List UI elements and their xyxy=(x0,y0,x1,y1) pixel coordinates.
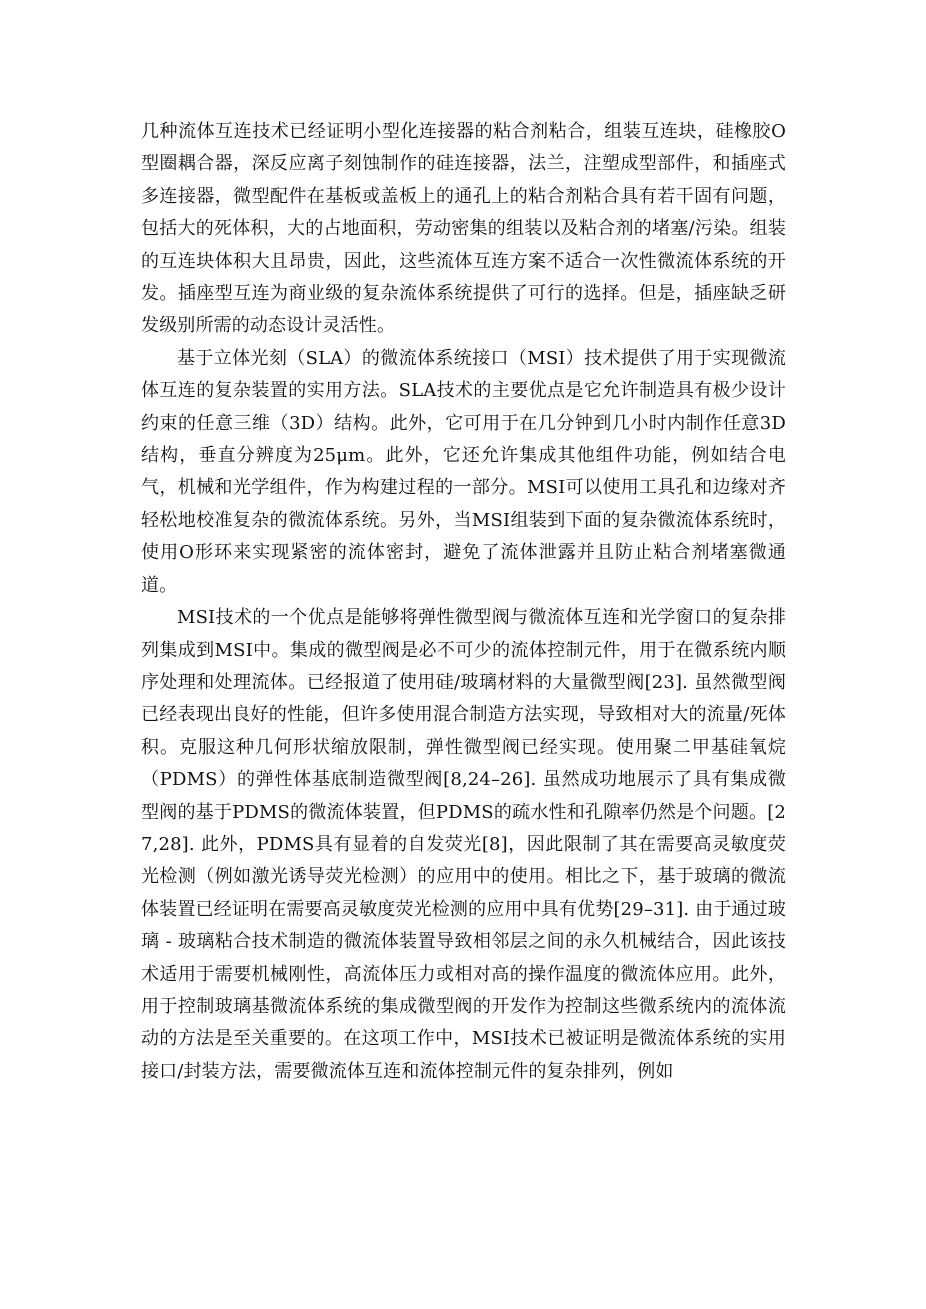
paragraph-1: 几种流体互连技术已经证明小型化连接器的粘合剂粘合，组装互连块，硅橡胶O型圈耦合器，深反应离子刻蚀制作的硅连接器，法兰，注塑成型部件，和插座式多连接器，微型配件在基板或盖板上的通孔上的粘合剂粘合具有若干固有问题，包括大的死体积，大的占地面积，劳动密集的组装以及粘合剂的堵塞/污染。组装的互连块体积大且昂贵，因此，这些流体互连方案不适合一次性微流体系统的开发。插座型互连为商业级的复杂流体系统提供了可行的选择。但是，插座缺乏研发级别所需的动态设计灵活性。 xyxy=(141,121,786,337)
paragraph-3: MSI技术的一个优点是能够将弹性微型阀与微流体互连和光学窗口的复杂排列集成到MSI中。集成的微型阀是必不可少的流体控制元件，用于在微系统内顺序处理和处理流体。已经报道了使用硅/玻璃材料的大量微型阀[23]. 虽然微型阀已经表现出良好的性能，但许多使用混合制造方法实现，导致相对大的流量/死体积。克服这种几何形状缩放限制，弹性微型阀已经实现。使用聚二甲基硅氧烷（PDMS）的弹性体基底制造微型阀[8,24–26]. 虽然成功地展示了具有集成微型阀的基于PDMS的微流体装置，但PDMS的疏水性和孔隙率仍然是个问题。[27,28]. 此外，PDMS具有显着的自发荧光[8]，因此限制了其在需要高灵敏度荧光检测（例如激光诱导荧光检测）的应用中的使用。相比之下，基于玻璃的微流体装置已经证明在需要高灵敏度荧光检测的应用中具有优势[29–31]. 由于通过玻璃 - 玻璃粘合技术制造的微流体装置导致相邻层之间的永久机械结合，因此该技术适用于需要机械刚性，高流体压力或相对高的操作温度的微流体应用。此外，用于控制玻璃基微流体系统的集成微型阀的开发作为控制这些微系统内的流体流动的方法是至关重要的。在这项工作中，MSI技术已被证明是微流体系统的实用接口/封装方法，需要微流体互连和流体控制元件的复杂排列，例如 xyxy=(141,607,786,1082)
document-body xyxy=(141,116,786,1088)
paragraph-2: 基于立体光刻（SLA）的微流体系统接口（MSI）技术提供了用于实现微流体互连的复杂装置的实用方法。SLA技术的主要优点是它允许制造具有极少设计约束的任意三维（3D）结构。此外，它可用于在几分钟到几小时内制作任意3D结构，垂直分辨度为25μm。此外，它还允许集成其他组件功能，例如结合电气，机械和光学组件，作为构建过程的一部分。MSI可以使用工具孔和边缘对齐轻松地校准复杂的微流体系统。另外，当MSI组装到下面的复杂微流体系统时，使用O形环来实现紧密的流体密封，避免了流体泄露并且防止粘合剂堵塞微通道。 xyxy=(141,347,786,596)
